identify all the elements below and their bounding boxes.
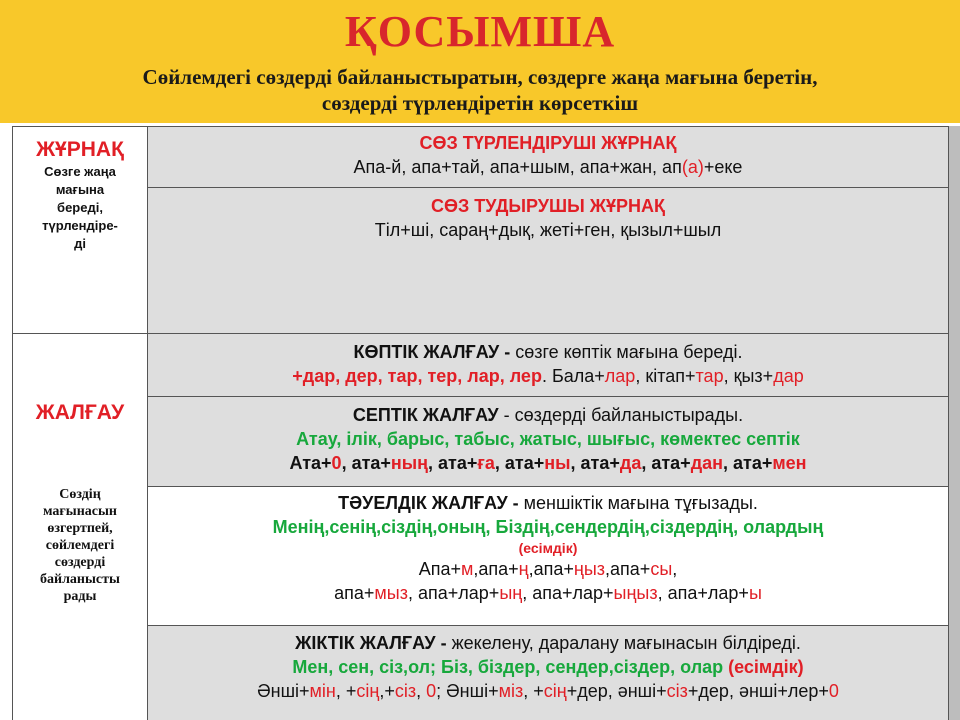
title-banner xyxy=(0,0,960,123)
example-text: апа+ xyxy=(334,583,375,603)
example-text: ,+ xyxy=(379,681,395,701)
example-affix: ң xyxy=(518,559,529,579)
example-text: +дер, әнші+ xyxy=(566,681,667,701)
example-text: , xyxy=(416,681,427,701)
zhalgau-desc-line: Сөздің xyxy=(59,487,101,502)
zhurnaq-desc-line: Сөзге жаңа xyxy=(44,164,116,179)
example-text: , ата+ xyxy=(341,453,391,473)
example-text: Ата+ xyxy=(289,453,332,473)
example-text: ,апа+ xyxy=(528,559,574,579)
example-text: . Бала+ xyxy=(541,366,605,386)
zhiktik-row xyxy=(147,625,949,720)
zhiktik-heading: ЖІКТІК ЖАЛҒАУ - xyxy=(295,633,452,653)
example-affix: ың xyxy=(499,583,523,603)
example-text: +дер, әнші+лер+ xyxy=(687,681,829,701)
page-subtitle xyxy=(20,64,940,116)
example-affix: (а) xyxy=(681,157,704,177)
example-affix: м xyxy=(461,559,474,579)
tauelidik-row xyxy=(147,486,949,626)
example-affix: сің xyxy=(543,681,567,701)
example-affix: 0 xyxy=(331,453,342,473)
zhalgau-desc-line: сөйлемдегі xyxy=(45,538,115,553)
zhurnaq-desc-line: ді xyxy=(74,236,86,251)
zhalgau-desc-line: өзгертпей, xyxy=(47,521,113,536)
example-affix: ға xyxy=(477,453,495,473)
zhurnaq-desc-line: береді, xyxy=(57,200,103,215)
septik-row xyxy=(147,396,949,487)
example-text: , қыз+ xyxy=(723,366,774,386)
zhiktik-desc: жекелену, даралану мағынасын білдіреді. xyxy=(451,633,801,653)
table-shadow xyxy=(948,126,960,720)
example-affix: сіз xyxy=(394,681,417,701)
example-text: , + xyxy=(523,681,544,701)
example-affix: 0 xyxy=(828,681,839,701)
tauelidik-example-line-1 xyxy=(148,557,948,581)
zhurnaq-description xyxy=(13,163,147,253)
zhiktik-example-line xyxy=(148,679,948,703)
zhalgau-desc-line: мағынасын xyxy=(42,504,117,519)
zhiktik-title-line xyxy=(148,631,948,655)
koptik-example-line xyxy=(148,364,948,388)
example-text: ,апа+ xyxy=(473,559,519,579)
zhalgau-cell xyxy=(12,333,148,720)
tauelidik-example-line-2 xyxy=(148,581,948,605)
example-text: +еке xyxy=(703,157,743,177)
example-text: ; Әнші+ xyxy=(436,681,499,701)
koptik-desc: сөзге көптік мағына береді. xyxy=(515,342,743,362)
example-text: ,апа+ xyxy=(605,559,651,579)
zhiktik-esimdik: (есімдік) xyxy=(728,657,804,677)
septik-heading: СЕПТІК ЖАЛҒАУ xyxy=(352,405,499,425)
zhalgau-desc-line: байланысты xyxy=(40,572,120,587)
page-title: ҚОСЫМША xyxy=(344,7,616,56)
septik-example-line xyxy=(148,451,948,475)
example-affix: дар xyxy=(773,366,804,386)
koptik-row xyxy=(147,333,949,397)
zhurnaq-cell xyxy=(12,126,148,334)
tauelidik-esimdik: (есімдік) xyxy=(518,540,578,556)
tauelidik-title-line xyxy=(148,491,948,515)
example-affix: ны xyxy=(544,453,571,473)
example-text: , ата+ xyxy=(723,453,773,473)
zhiktik-pronouns-line xyxy=(148,655,948,679)
tauelidik-pronouns: Менің,сенің,сіздің,оның, Біздің,сендердің,сіздердің, олардың xyxy=(272,517,824,537)
example-text: Әнші+ xyxy=(257,681,310,701)
example-affix: сіз xyxy=(666,681,688,701)
example-affix: ы xyxy=(748,583,762,603)
zhalgau-description xyxy=(13,486,147,605)
soz-turlendirushi-row xyxy=(147,126,949,188)
soz-turlendirushi-example xyxy=(148,155,948,179)
soz-turlendirushi-heading: СӨЗ ТҮРЛЕНДІРУШІ ЖҰРНАҚ xyxy=(419,133,677,153)
koptik-affixes: +дар, дер, тар, тер, лар, лер xyxy=(292,366,542,386)
example-text: , апа+лар+ xyxy=(522,583,614,603)
zhalgau-desc-line: рады xyxy=(63,589,97,604)
example-affix: тар xyxy=(695,366,724,386)
soz-tudyrushy-row xyxy=(147,187,949,334)
koptik-title-line xyxy=(148,340,948,364)
example-text: , ата+ xyxy=(570,453,620,473)
example-affix: сы xyxy=(650,559,673,579)
septik-desc: - сөздерді байланыстырады. xyxy=(498,405,744,425)
example-text: , ата+ xyxy=(641,453,691,473)
septik-cases: Атау, ілік, барыс, табыс, жатыс, шығыс, көмектес септік xyxy=(296,429,800,449)
example-affix: мыз xyxy=(374,583,408,603)
soz-tudyrushy-heading: СӨЗ ТУДЫРУШЫ ЖҰРНАҚ xyxy=(431,196,665,216)
example-text: , ата+ xyxy=(494,453,545,473)
example-text: Апа+ xyxy=(418,559,461,579)
example-affix: дан xyxy=(690,453,723,473)
example-text: , апа+лар+ xyxy=(407,583,500,603)
example-affix: лар xyxy=(604,366,636,386)
example-text: , ата+ xyxy=(428,453,478,473)
subtitle-line-1: Сөйлемдегі сөздерді байланыстыратын, сөздерге жаңа мағына беретін, xyxy=(142,65,818,89)
zhurnaq-desc-line: түрлендіре- xyxy=(42,218,118,233)
example-text: , + xyxy=(335,681,357,701)
zhurnaq-desc-line: мағына xyxy=(55,182,105,197)
zhalgau-heading: ЖАЛҒАУ xyxy=(35,401,125,424)
example-text: , xyxy=(672,559,678,579)
tauelidik-desc: меншіктік мағына тұғызады. xyxy=(523,493,758,513)
example-affix: сің xyxy=(356,681,380,701)
soz-tudyrushy-example: Тіл+ші, сараң+дық, жеті+ген, қызыл+шыл xyxy=(374,220,722,240)
zhiktik-pronouns: Мен, сен, сіз,ол; Біз, біздер, сендер,сіздер, олар xyxy=(292,657,729,677)
example-affix: ның xyxy=(390,453,429,473)
zhalgau-desc-line: сөздерді xyxy=(54,555,106,570)
zhurnaq-heading: ЖҰРНАҚ xyxy=(36,138,124,161)
example-text: , апа+лар+ xyxy=(657,583,749,603)
example-affix: ңыз xyxy=(573,559,606,579)
example-text: , кітап+ xyxy=(635,366,696,386)
example-affix: мін xyxy=(309,681,336,701)
example-text: Апа-й, апа+тай, апа+шым, апа+жан, ап xyxy=(353,157,682,177)
example-affix: 0 xyxy=(426,681,437,701)
koptik-heading: КӨПТІК ЖАЛҒАУ - xyxy=(353,342,516,362)
subtitle-line-2: сөздерді түрлендіретін көрсеткіш xyxy=(321,91,639,115)
example-affix: міз xyxy=(498,681,524,701)
example-affix: да xyxy=(619,453,642,473)
example-affix: ыңыз xyxy=(613,583,658,603)
tauelidik-heading: ТӘУЕЛДІК ЖАЛҒАУ - xyxy=(338,493,524,513)
septik-title-line xyxy=(148,403,948,427)
example-affix: мен xyxy=(772,453,807,473)
